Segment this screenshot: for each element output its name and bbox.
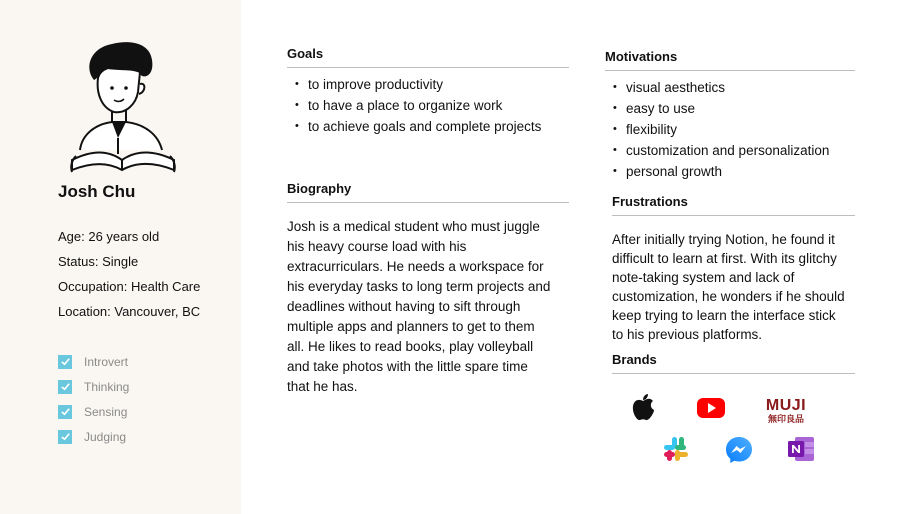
status-text: Status: Single <box>58 254 139 269</box>
text-line: note-taking system and lack of <box>612 270 795 285</box>
biography-text <box>287 217 569 397</box>
location-text: Location: Vancouver, BC <box>58 304 201 319</box>
checkbox-checked-icon[interactable] <box>58 405 72 419</box>
brands-title: Brands <box>612 352 855 374</box>
youtube-icon <box>696 396 726 420</box>
trait-label: Introvert <box>84 354 129 369</box>
biography-title: Biography <box>287 181 569 203</box>
trait-label: Thinking <box>84 379 130 394</box>
slack-icon <box>661 434 691 464</box>
messenger-icon <box>724 435 754 465</box>
text-line: Josh is a medical student who must juggle <box>287 219 540 234</box>
text-line: and take photos with the little spare time <box>287 359 528 374</box>
frustrations-title: Frustrations <box>612 194 855 216</box>
goals-section <box>287 46 569 137</box>
frustrations-section <box>612 194 855 344</box>
trait-label: Sensing <box>84 404 128 419</box>
text-line: extracurriculars. He needs a workspace for <box>287 259 544 274</box>
trait-label: Judging <box>84 429 127 444</box>
goals-title: Goals <box>287 46 569 68</box>
text-line: deadlines without having to sift through <box>287 299 521 314</box>
biography-section <box>287 181 569 397</box>
list-item: • flexibility <box>605 119 855 140</box>
text-line: After initially trying Notion, he found it <box>612 232 835 247</box>
trait-introvert <box>58 349 129 374</box>
profile-sidebar <box>0 0 241 514</box>
frustrations-text <box>612 230 855 344</box>
motivations-list <box>605 77 855 182</box>
text-line: his everyday tasks to long term projects and <box>287 279 551 294</box>
text-line: that he has. <box>287 379 358 394</box>
motivations-title: Motivations <box>605 49 855 71</box>
trait-thinking <box>58 374 129 399</box>
text-line: all. He likes to read books, play volleyball <box>287 339 534 354</box>
list-item: • to achieve goals and complete projects <box>287 116 569 137</box>
checkbox-checked-icon[interactable] <box>58 380 72 394</box>
muji-logo <box>762 397 810 427</box>
checkbox-checked-icon[interactable] <box>58 355 72 369</box>
list-item: • to have a place to organize work <box>287 95 569 116</box>
occupation-text: Occupation: Health Care <box>58 279 201 294</box>
goals-list <box>287 74 569 137</box>
list-item: • to improve productivity <box>287 74 569 95</box>
brands-section <box>612 352 855 374</box>
onenote-icon <box>786 434 816 464</box>
text-line: keep trying to learn the interface stick <box>612 308 836 323</box>
apple-icon <box>628 392 658 422</box>
motivations-section <box>605 49 855 182</box>
trait-sensing <box>58 399 129 424</box>
list-item: • easy to use <box>605 98 855 119</box>
text-line: his heavy course load with his <box>287 239 467 254</box>
checkbox-checked-icon[interactable] <box>58 430 72 444</box>
list-item: • customization and personalization <box>605 140 855 161</box>
persona-facts <box>58 224 200 324</box>
personality-traits <box>58 349 129 449</box>
muji-logo-text: MUJI <box>765 397 807 414</box>
avatar <box>62 38 192 174</box>
text-line: customization, he wonders if he should <box>612 289 845 304</box>
text-line: to his previous platforms. <box>612 327 763 342</box>
list-item: • personal growth <box>605 161 855 182</box>
text-line: difficult to learn at first. With its glitchy <box>612 251 837 266</box>
age-text: Age: 26 years old <box>58 229 160 244</box>
text-line: multiple apps and planners to get to them <box>287 319 535 334</box>
trait-judging <box>58 424 129 449</box>
persona-name: Josh Chu <box>58 182 136 201</box>
muji-logo-subtext: 無印良品 <box>767 414 804 424</box>
list-item: • visual aesthetics <box>605 77 855 98</box>
